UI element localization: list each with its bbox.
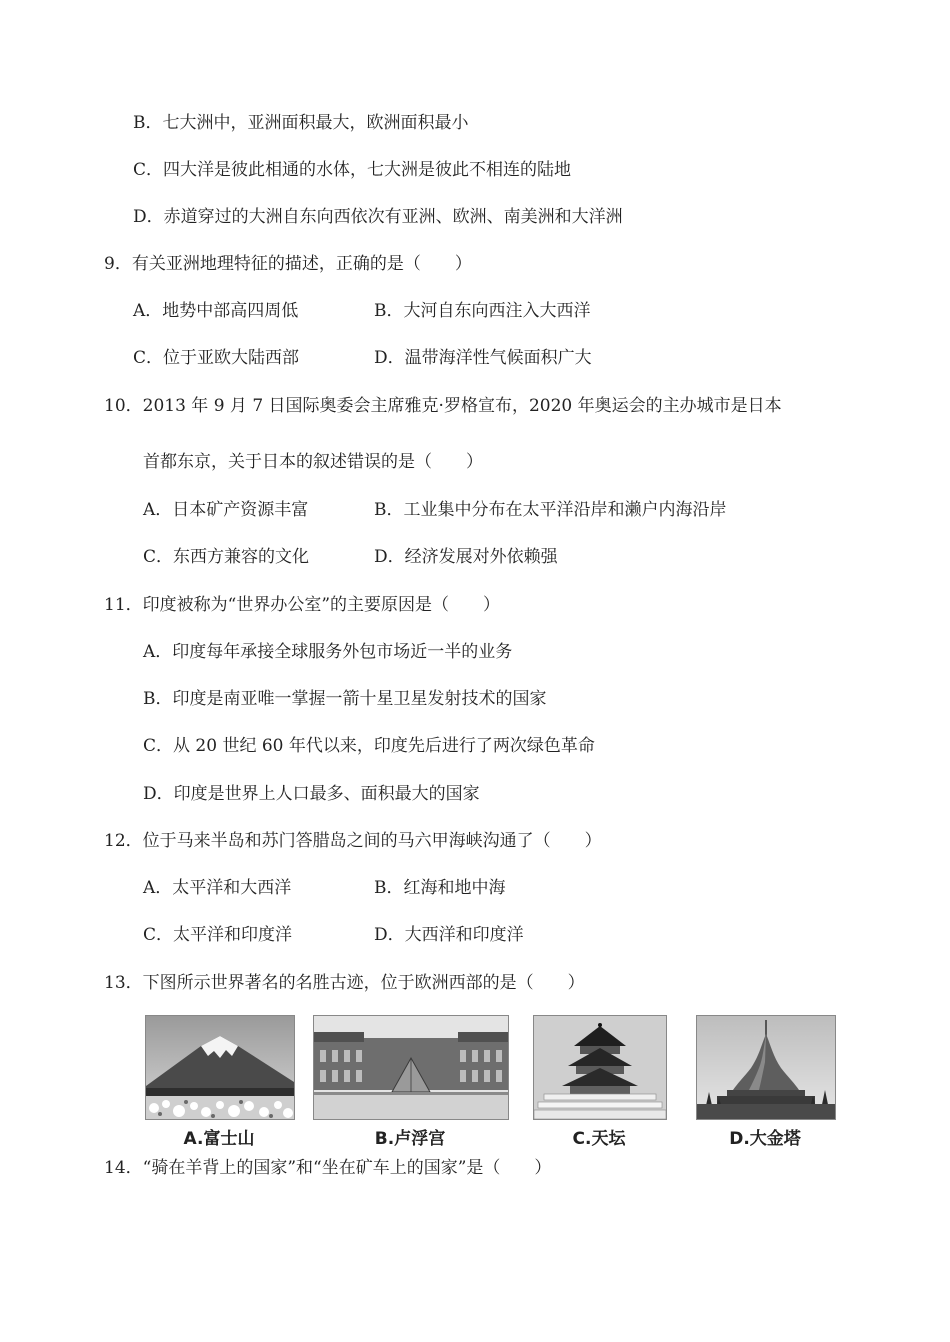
shwedagon-pagoda-photo xyxy=(696,1015,836,1120)
temple-of-heaven-photo xyxy=(533,1015,667,1120)
q9-option-c: C．位于亚欧大陆西部 xyxy=(133,348,300,368)
q12-option-a: A．太平洋和大西洋 xyxy=(143,878,292,898)
q10-option-a: A．日本矿产资源丰富 xyxy=(143,500,309,520)
q9-option-b: B．大河自东向西注入大西洋 xyxy=(374,301,591,321)
q10-option-c: C．东西方兼容的文化 xyxy=(143,547,310,567)
q10-stem-line2: 首都东京，关于日本的叙述错误的是（ ） xyxy=(143,452,483,472)
q10-stem-line1: 10．2013 年 9 月 7 日国际奥委会主席雅克·罗格宣布，2020 年奥运会的主办城市是日本 xyxy=(104,396,782,416)
q12-option-d: D．大西洋和印度洋 xyxy=(374,925,524,945)
q8-option-d: D．赤道穿过的大洲自东向西依次有亚洲、欧洲、南美洲和大洋洲 xyxy=(133,207,623,227)
caption-b: B.卢浮宫 xyxy=(374,1129,446,1149)
q11-stem: 11．印度被称为“世界办公室”的主要原因是（ ） xyxy=(104,595,501,615)
q11-option-d: D．印度是世界上人口最多、面积最大的国家 xyxy=(143,784,480,804)
q9-stem: 9．有关亚洲地理特征的描述，正确的是（ ） xyxy=(104,254,472,274)
q9-option-d: D．温带海洋性气候面积广大 xyxy=(374,348,592,368)
q11-option-a: A．印度每年承接全球服务外包市场近一半的业务 xyxy=(143,642,513,662)
mount-fuji-photo xyxy=(145,1015,295,1120)
q12-stem: 12．位于马来半岛和苏门答腊岛之间的马六甲海峡沟通了（ ） xyxy=(104,831,602,851)
caption-a: A.富士山 xyxy=(183,1129,255,1149)
caption-c: C.天坛 xyxy=(572,1129,626,1149)
q8-option-b: B．七大洲中，亚洲面积最大，欧洲面积最小 xyxy=(133,113,469,133)
q8-option-c: C．四大洋是彼此相通的水体，七大洲是彼此不相连的陆地 xyxy=(133,160,572,180)
q12-option-c: C．太平洋和印度洋 xyxy=(143,925,293,945)
q14-stem: 14．“骑在羊背上的国家”和“坐在矿车上的国家”是（ ） xyxy=(104,1158,552,1178)
louvre-photo xyxy=(313,1015,509,1120)
q13-stem: 13．下图所示世界著名的名胜古迹，位于欧洲西部的是（ ） xyxy=(104,973,585,993)
q10-option-b: B．工业集中分布在太平洋沿岸和濑户内海沿岸 xyxy=(374,500,727,520)
q9-option-a: A．地势中部高四周低 xyxy=(133,301,299,321)
q11-option-b: B．印度是南亚唯一掌握一箭十星卫星发射技术的国家 xyxy=(143,689,547,709)
q10-option-d: D．经济发展对外依赖强 xyxy=(374,547,558,567)
q12-option-b: B．红海和地中海 xyxy=(374,878,506,898)
q11-option-c: C．从 20 世纪 60 年代以来，印度先后进行了两次绿色革命 xyxy=(143,736,595,756)
caption-d: D.大金塔 xyxy=(729,1129,801,1149)
